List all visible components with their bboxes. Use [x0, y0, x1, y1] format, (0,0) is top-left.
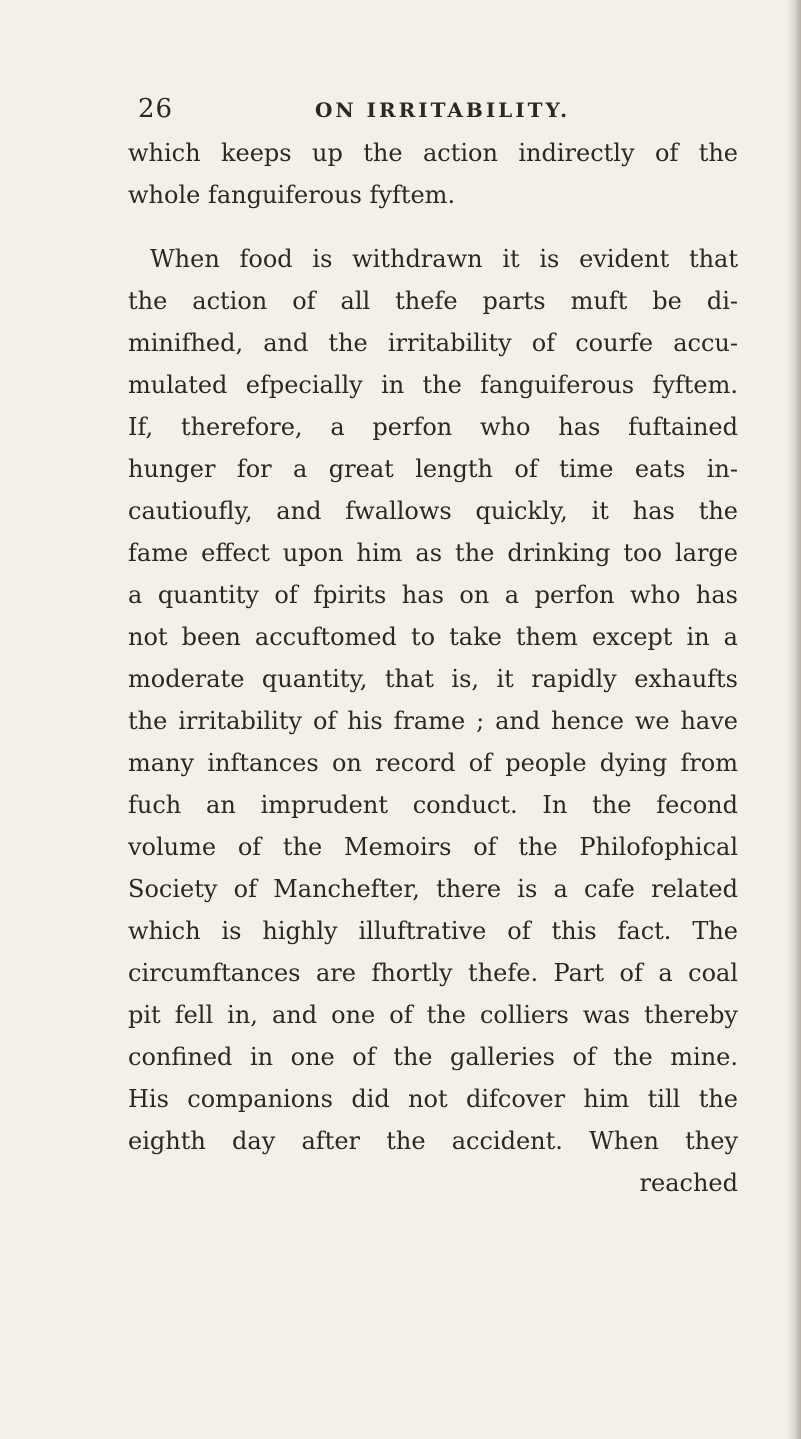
text-line: which is highly illuftrative of this fact. The [128, 917, 738, 945]
text-line: cautioufly, and fwallows quickly, it has the [128, 497, 738, 525]
text-line: moderate quantity, that is, it rapidly exhaufts [128, 665, 738, 693]
text-line: Society of Manchefter, there is a cafe related [128, 875, 738, 903]
text-line: not been accuftomed to take them except in a [128, 623, 738, 651]
text-line: fuch an imprudent conduct. In the fecond [128, 791, 738, 819]
text-line: mulated efpecially in the fanguiferous fyftem. [128, 371, 738, 399]
catchword: reached [639, 1169, 738, 1197]
text-line: When food is withdrawn it is evident that [150, 245, 738, 273]
body-text [128, 132, 738, 1204]
text-line: many inftances on record of people dying from [128, 749, 738, 777]
page-number: 26 [138, 94, 174, 124]
text-line: confined in one of the galleries of the mine. [128, 1043, 738, 1071]
text-line: the irritability of his frame ; and hence we have [128, 707, 738, 735]
page-header [138, 92, 738, 132]
text-line: a quantity of fpirits has on a perfon who has [128, 581, 738, 609]
text-line: eighth day after the accident. When they [128, 1127, 738, 1155]
text-line: minifhed, and the irritability of courfe accu- [128, 329, 738, 357]
text-line: volume of the Memoirs of the Philofophical [128, 833, 738, 861]
text-line: His companions did not difcover him till the [128, 1085, 738, 1113]
text-line: circumftances are fhortly thefe. Part of a coal [128, 959, 738, 987]
text-line: If, therefore, a perfon who has fuftained [128, 413, 738, 441]
text-line: the action of all thefe parts muft be di- [128, 287, 738, 315]
page-edge-shadow [787, 0, 801, 1439]
text-line: which keeps up the action indirectly of the [128, 139, 738, 167]
text-line: fame effect upon him as the drinking too large [128, 539, 738, 567]
running-head: ON IRRITABILITY. [315, 98, 571, 122]
text-line: whole fanguiferous fyftem. [128, 181, 456, 209]
text-line: hunger for a great length of time eats in- [128, 455, 738, 483]
text-line: pit fell in, and one of the colliers was thereby [128, 1001, 738, 1029]
